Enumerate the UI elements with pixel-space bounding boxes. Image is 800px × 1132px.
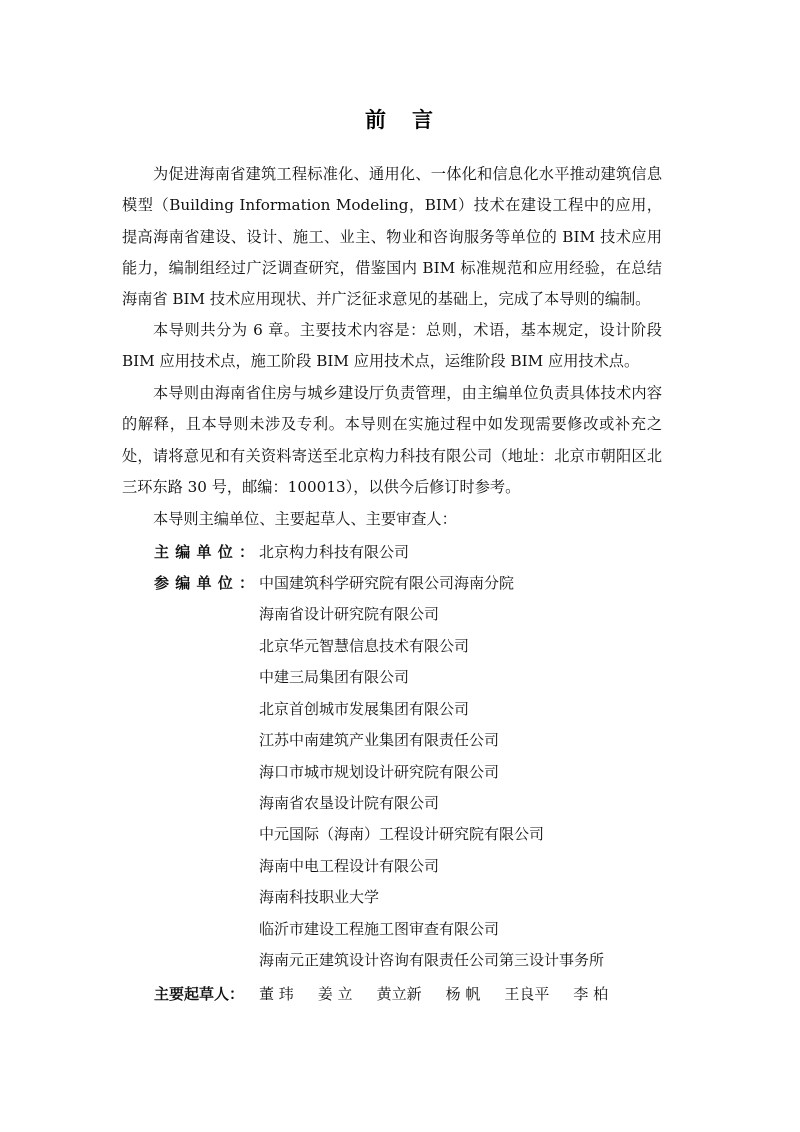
participating-unit: 江苏中南建筑产业集团有限责任公司 xyxy=(259,731,500,749)
label-char: 单 xyxy=(196,574,212,592)
label-char: 编 xyxy=(175,543,191,561)
paragraph-units-intro: 本导则主编单位、主要起草人、主要审查人： xyxy=(153,510,457,528)
participating-unit: 中国建筑科学研究院有限公司海南分院 xyxy=(259,574,515,592)
title-char-1: 前 xyxy=(365,108,388,132)
participating-unit: 临沂市建设工程施工图审查有限公司 xyxy=(259,920,500,938)
participating-unit: 中元国际（海南）工程设计研究院有限公司 xyxy=(259,825,545,843)
main-drafters-list xyxy=(259,983,608,1004)
label-char: 编 xyxy=(175,574,191,592)
participating-units-label xyxy=(154,572,254,593)
participating-unit: 北京首创城市发展集团有限公司 xyxy=(259,700,470,718)
main-drafters-label: 主要起草人： xyxy=(154,985,245,1003)
chief-unit-value: 北京构力科技有限公司 xyxy=(259,543,410,561)
label-char: 位 xyxy=(217,543,233,561)
label-char: 位 xyxy=(217,574,233,592)
drafter-name: 王良平 xyxy=(504,985,550,1003)
paragraph-contents: 本导则共分为 6 章。主要技术内容是：总则，术语，基本规定，设计阶段 BIM 应用技术点，施工阶段 BIM 应用技术点，运维阶段 BIM 应用技术点。 xyxy=(122,321,662,371)
participating-unit: 海口市城市规划设计研究院有限公司 xyxy=(259,763,500,781)
chief-unit-label xyxy=(154,541,254,562)
label-char: 单 xyxy=(196,543,212,561)
title-char-2: 言 xyxy=(412,108,435,132)
paragraph-management: 本导则由海南省住房与城乡建设厅负责管理，由主编单位负责具体技术内容的解释，且本导则未涉及专利。本导则在实施过程中如发现需要修改或补充之处，请将意见和有关资料寄送至北京构力科技有限公司（地址：北京市朝阳区北三环东路 30 号，邮编：100013），以供今后修订时参考。 xyxy=(122,384,662,496)
participating-unit: 北京华元智慧信息技术有限公司 xyxy=(259,637,470,655)
participating-unit: 海南省农垦设计院有限公司 xyxy=(259,794,440,812)
label-char: 参 xyxy=(154,574,170,592)
drafter-name: 黄立新 xyxy=(376,985,422,1003)
page-title xyxy=(0,104,800,134)
drafter-name: 姜 立 xyxy=(317,985,353,1003)
label-char: 主 xyxy=(154,543,170,561)
drafter-name: 杨 帆 xyxy=(445,985,481,1003)
participating-unit: 海南元正建筑设计咨询有限责任公司第三设计事务所 xyxy=(259,951,605,969)
drafter-name: 董 玮 xyxy=(259,985,294,1003)
participating-unit: 海南科技职业大学 xyxy=(259,888,380,906)
participating-unit: 海南中电工程设计有限公司 xyxy=(259,857,440,875)
paragraph-purpose: 为促进海南省建筑工程标准化、通用化、一体化和信息化水平推动建筑信息模型（Building Information Modeling，BIM）技术在建设工程中的应用，提高海南省建设、设计、施工、业主、物业和咨询服务等单位的 BIM 技术应用能力，编制组经过广泛调查研究，借鉴国内 BIM 标准规范和应用经验，在总结海南省 BIM 技术应用现状、并广泛征求意见的基础上，完成了本导则的编制。 xyxy=(122,165,662,309)
label-char: ： xyxy=(238,574,254,592)
participating-unit: 中建三局集团有限公司 xyxy=(259,668,410,686)
drafter-name: 李 柏 xyxy=(573,985,609,1003)
participating-unit: 海南省设计研究院有限公司 xyxy=(259,605,440,623)
label-char: ： xyxy=(238,543,254,561)
